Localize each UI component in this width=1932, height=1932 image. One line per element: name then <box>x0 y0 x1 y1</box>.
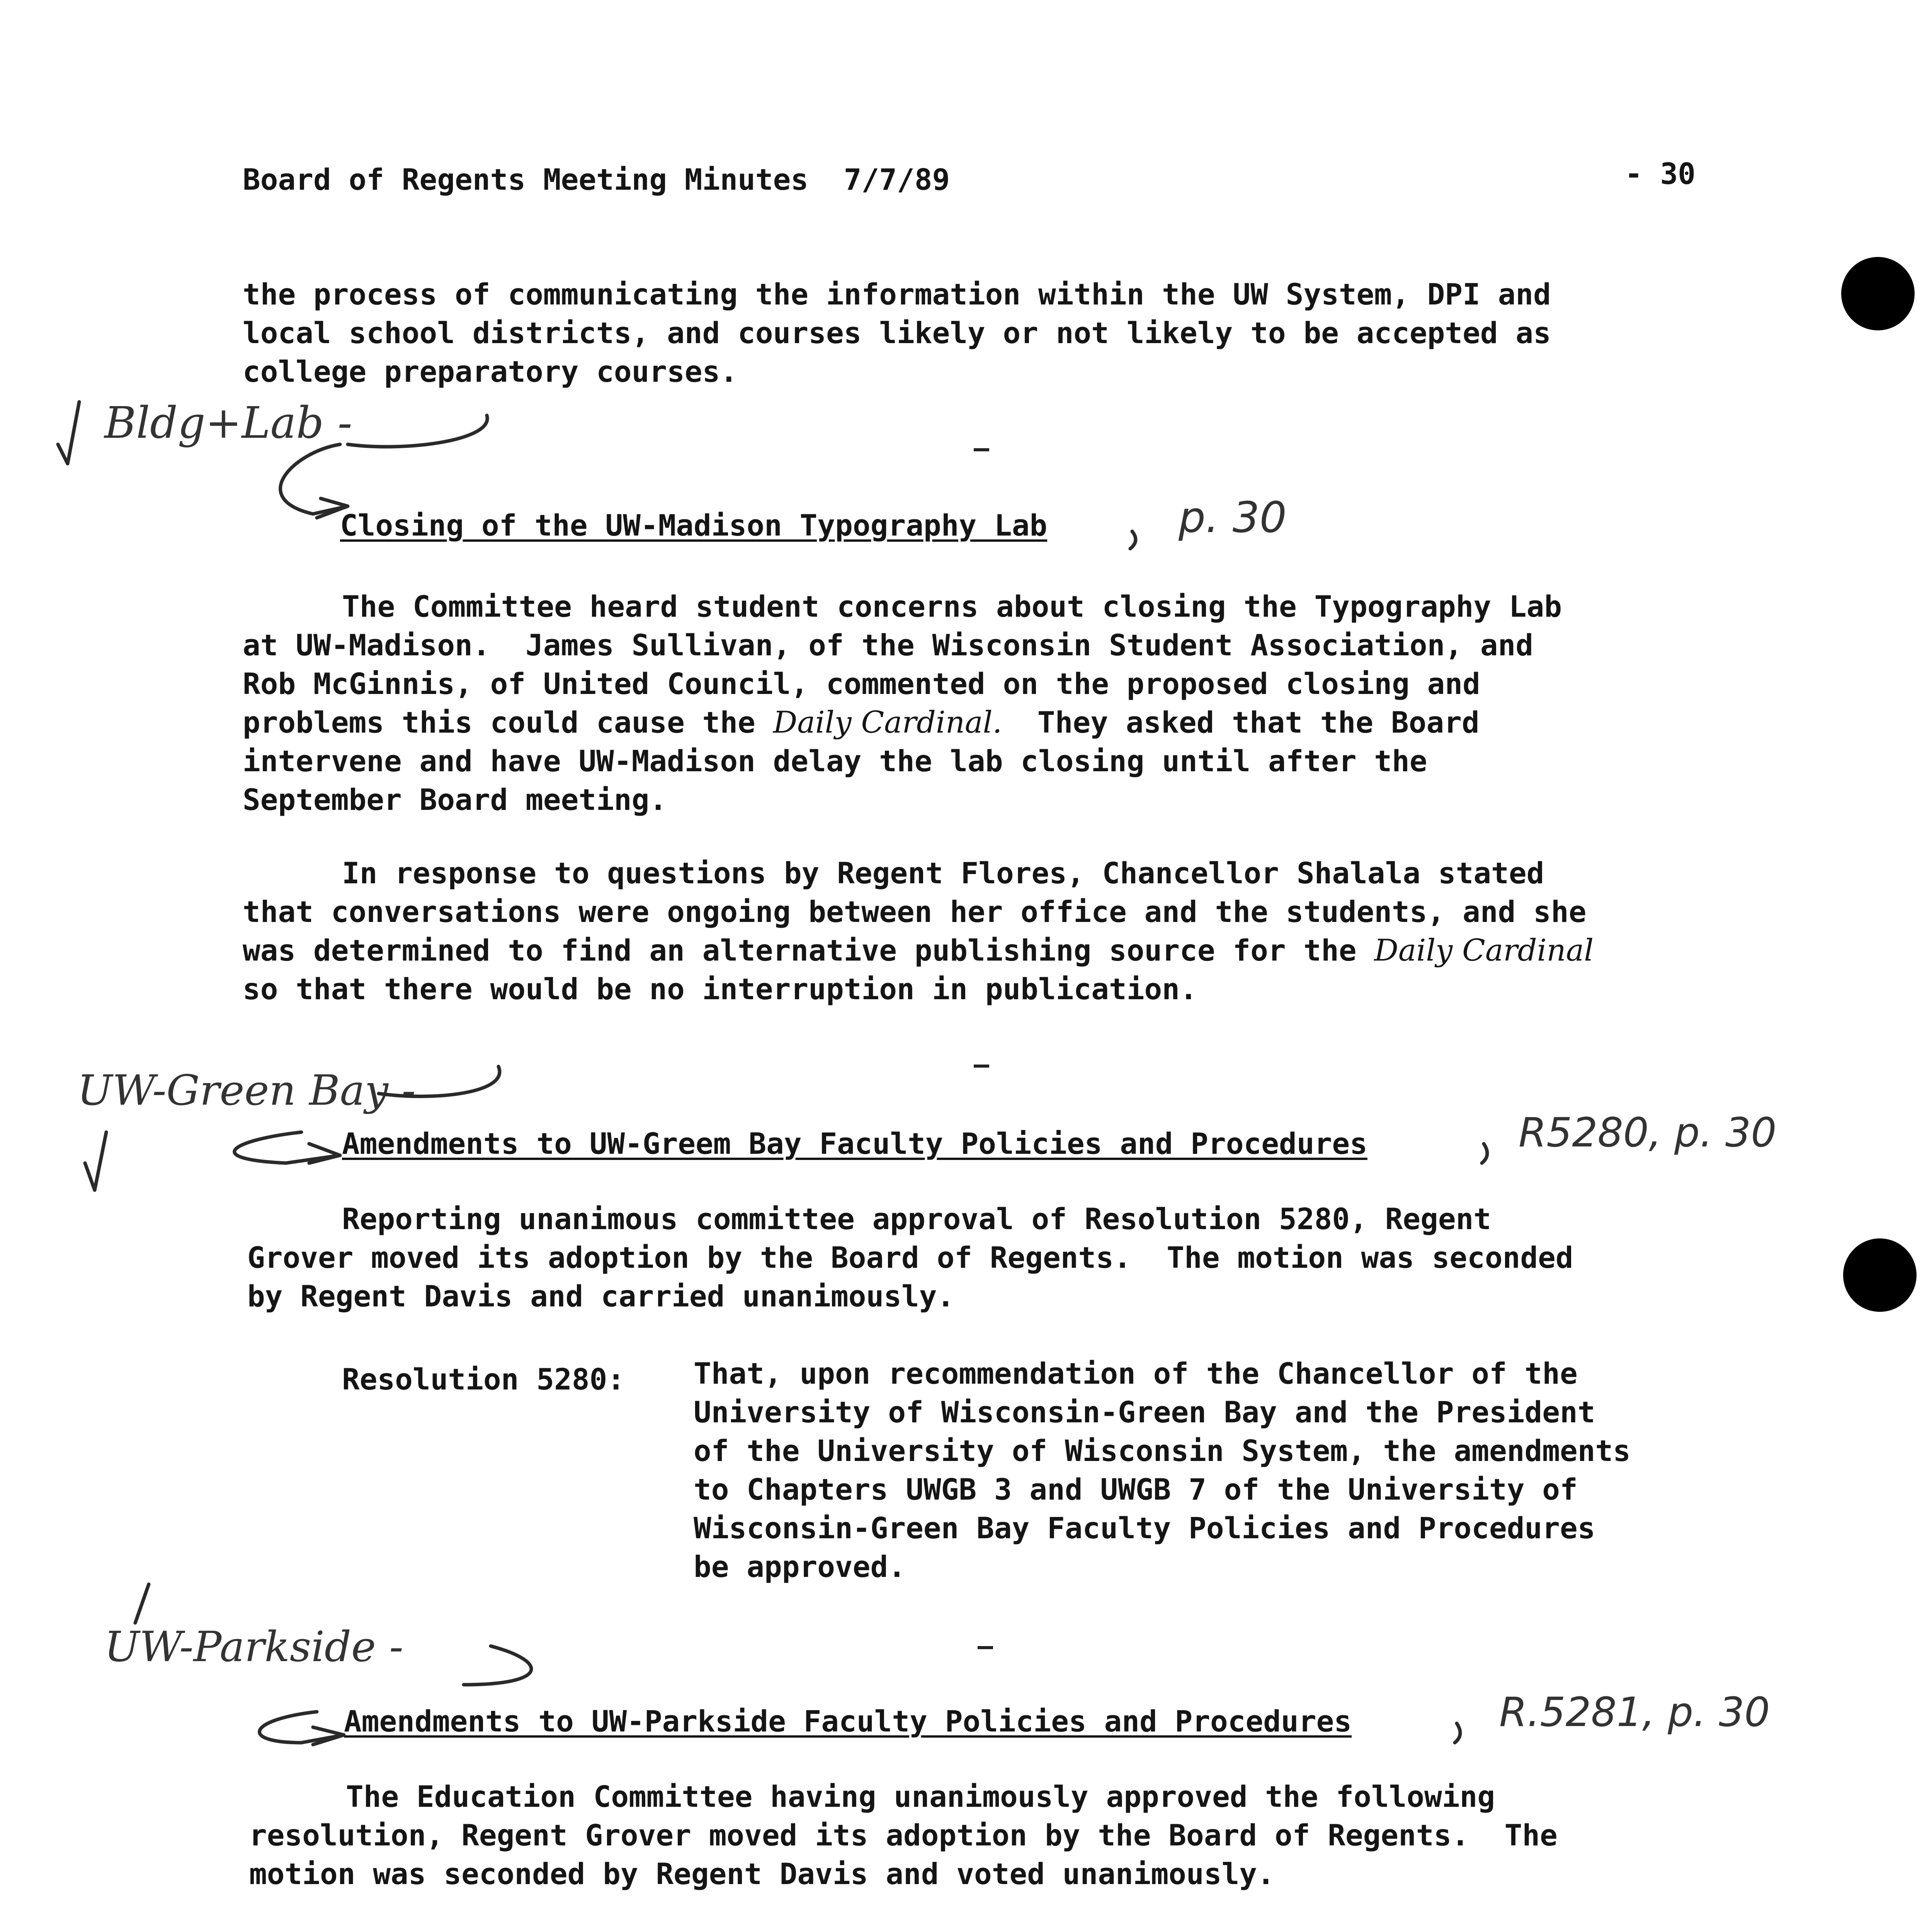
text-run: problems this could cause the <box>243 705 773 740</box>
comma-mark-icon <box>1130 531 1136 549</box>
comma-mark-icon <box>1455 1723 1460 1743</box>
typography-p2-line-4: so that there would be no interruption in publication. <box>243 972 1197 1006</box>
publication-title: Daily Cardinal. <box>773 705 1002 740</box>
resolution-line: That, upon recommendation of the Chancellor of the <box>694 1356 1578 1391</box>
section-separator <box>974 1065 989 1068</box>
green-bay-line-2: Grover moved its adoption by the Board of Regents. The motion was seconded <box>247 1240 1573 1275</box>
page-header-title: Board of Regents Meeting Minutes 7/7/89 <box>243 162 950 197</box>
resolution-line: to Chapters UWGB 3 and UWGB 7 of the University of <box>694 1472 1578 1507</box>
resolution-label-5280: Resolution 5280: <box>342 1362 625 1396</box>
typography-p1-line-5: intervene and have UW-Madison delay the lab closing until after the <box>243 744 1427 778</box>
page-number: - 30 <box>1625 156 1696 191</box>
resolution-line: of the University of Wisconsin System, the amendments <box>694 1434 1631 1468</box>
resolution-line: University of Wisconsin-Green Bay and the President <box>694 1395 1595 1429</box>
section-separator <box>978 1646 993 1649</box>
resolution-line <box>697 1930 1634 1932</box>
parkside-line-1: The Education Committee having unanimously approved the following <box>346 1779 1495 1814</box>
typography-p1-line-4 <box>243 703 1480 742</box>
resolution-text-5281 <box>697 1930 1634 1932</box>
typography-p1-line-2: at UW-Madison. James Sullivan, of the Wisconsin Student Association, and <box>243 628 1534 662</box>
checkmark-icon <box>85 1132 106 1190</box>
handwritten-ref-green-bay: R5280, p. 30 <box>1519 1109 1777 1156</box>
resolution-line: Wisconsin-Green Bay Faculty Policies and Procedures <box>694 1511 1595 1545</box>
binder-hole-middle <box>1843 1238 1917 1312</box>
section-separator <box>974 448 989 451</box>
section-heading-green-bay: Amendments to UW-Greem Bay Faculty Policies and Procedures <box>342 1126 1367 1161</box>
checkmark-icon <box>58 402 79 464</box>
comma-mark-icon <box>1482 1144 1487 1163</box>
typography-p1-line-1: The Committee heard student concerns about closing the Typography Lab <box>342 589 1562 624</box>
handwritten-tag-bldg-lab: Bldg+Lab - <box>104 398 352 448</box>
section-heading-parkside: Amendments to UW-Parkside Faculty Policies and Procedures <box>344 1704 1352 1738</box>
intro-line-2: local school districts, and courses likely or not likely to be accepted as <box>243 316 1551 350</box>
handwritten-tag-parkside: UW-Parkside - <box>104 1623 403 1671</box>
green-bay-line-3: by Regent Davis and carried unanimously. <box>247 1279 955 1313</box>
green-bay-line-1: Reporting unanimous committee approval of Resolution 5280, Regent <box>342 1202 1492 1236</box>
checkmark-icon <box>135 1584 149 1623</box>
typography-p2-line-2: that conversations were ongoing between her office and the students, and she <box>243 895 1587 929</box>
parkside-line-2: resolution, Regent Grover moved its adoption by the Board of Regents. The <box>249 1818 1558 1852</box>
resolution-line: be approved. <box>694 1549 906 1584</box>
intro-line-1: the process of communicating the information within the UW System, DPI and <box>243 277 1551 311</box>
typography-p2-line-3 <box>243 931 1594 970</box>
handwritten-ref-parkside: R.5281, p. 30 <box>1499 1689 1770 1736</box>
typography-p1-line-6: September Board meeting. <box>243 782 667 817</box>
typography-p1-line-3: Rob McGinnis, of United Council, commented on the proposed closing and <box>243 667 1480 701</box>
handwritten-tag-green-bay: UW-Green Bay - <box>77 1066 416 1115</box>
resolution-text-5280 <box>694 1354 1631 1586</box>
parkside-line-3: motion was seconded by Regent Davis and voted unanimously. <box>249 1857 1275 1891</box>
text-run: They asked that the Board <box>1002 705 1480 740</box>
text-run: was determined to find an alternative publishing source for the <box>243 933 1374 968</box>
typography-p2-line-1: In response to questions by Regent Flores, Chancellor Shalala stated <box>342 856 1544 890</box>
section-heading-typography: Closing of the UW-Madison Typography Lab <box>340 508 1048 543</box>
publication-title: Daily Cardinal <box>1374 933 1594 968</box>
binder-hole-top <box>1841 257 1915 330</box>
handwritten-ref-typography: p. 30 <box>1179 493 1287 542</box>
intro-line-3: college preparatory courses. <box>243 354 738 389</box>
